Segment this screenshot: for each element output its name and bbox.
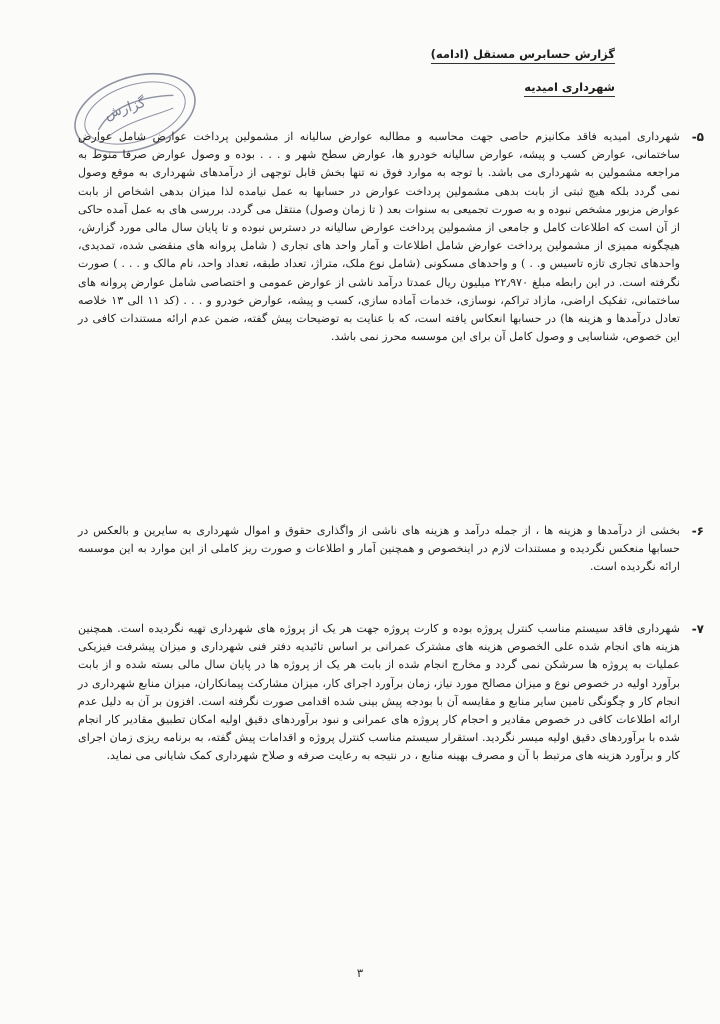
municipality-name: شهرداری امیدیه [255, 79, 615, 98]
paragraph-7 [78, 620, 704, 766]
paragraph-number: ۶- [691, 524, 704, 538]
paragraph-text: بخشی از درآمدها و هزینه ها ، از جمله درآمد و هزینه های ناشی از واگذاری حقوق و اموال شهرداری به سایرین و بالعکس در حسابها منعکس نگردیده و مستندات لازم در اینخصوص و همچنین آمار و اطلاعات و صورت ریز کاملی از این موارد به این موسسه ارائه نگردیده است. [78, 524, 680, 574]
report-header [255, 46, 615, 112]
report-title: گزارش حسابرس مستقل (ادامه) [255, 46, 615, 65]
paragraph-6 [78, 522, 704, 577]
paragraph-5 [78, 128, 704, 346]
page-number: ۳ [356, 966, 364, 980]
paragraph-number: ۵- [691, 130, 704, 144]
paragraph-text: شهرداری امیدیه فاقد مکانیزم حاصی جهت محاسبه و مطالبه عوارض سالیانه از مشمولین پرداخت عوارض شامل عوارض ساختمانی، عوارض کسب و پیشه، عوارض سالیانه خودرو ها، عوارض سطح شهر و . . . بوده و وصول عوارض صرفا منوط به مراجعه مشمولین به شهرداری می باشد. با توجه به موارد فوق نه تنها بخش قابل توجهی از درآمدهای شهرداری به موقع وصول نمی گردد بلکه هیچ ثبتی از بابت بدهی مشمولین پرداخت عوارض در حسابها به عمل نیامده لذا میزان بدهی اشخاص از بابت عوارض مزبور مشخص نبوده و به صورت تجمیعی به سنوات بعد ( تا زمان وصول) منتقل می گردد. بررسی های به عمل آمده حاکی از آن است که اطلاعات کامل و جامعی از مشمولین پرداخت عوارض سالیانه در دسترس نبوده و تا پایان سال مالی مورد گزارش، هیچگونه ممیزی از مشمولین پرداخت عوارض شامل اطلاعات و آمار واحد های تجاری ( شامل پروانه های منقضی شده، تمدیدی، واحدهای تجاری تازه تاسیس و. . ) و واحدهای مسکونی (شامل نوع ملک، متراژ، تعداد طبقه، تعداد واحد، نام مالک و . . . ) صورت نگرفته است. در این رابطه مبلغ ۲۲٫۹۷۰ میلیون ریال عمدتا درآمد ناشی از عوارض عمومی و اختصاصی شامل عوارض پروانه های ساختمانی، تفکیک اراضی، مازاد تراکم، نوسازی، خدمات آماده سازی، کسب و پیشه، عوارض خودرو و . . . (کد ۱۱ الی ۱۳ خلاصه تعادل درآمدها و هزینه ها) در حسابها انعکاس یافته است، که با عنایت به توضیحات پیش گفته، ضمن عدم ارائه مستندات کافی در این خصوص، شناسایی و وصول کامل آن برای این موسسه محرز نمی باشد. [78, 130, 680, 344]
paragraph-number: ۷- [691, 622, 704, 636]
stamp-text: گزارش [102, 94, 148, 123]
paragraph-text: شهرداری فاقد سیستم مناسب کنترل پروژه بوده و کارت پروژه جهت هر یک از پروژه های شهرداری تهیه نگردیده است. همچنین هزینه های انجام شده علی الخصوص هزینه های مشترک عمرانی بر اساس تائیدیه دفتر فنی شهرداری و میزان پیشرفت فیزیکی عملیات به پروژه ها سرشکن نمی گردد و مخارج انجام شده از بابت هر یک از پروژه ها در پایان سال مالی بسته شده و از بابت برآورد اولیه در خصوص نوع و میزان مصالح مورد نیاز، زمان برآورد اجرای کار، میزان مشارکت پیمانکاران، میزان منابع شهرداری در انجام کار و چگونگی تامین سایر منابع و مقایسه آن با بودجه پیش بینی شده اقدامی صورت نگرفته است. افزون بر آن به دلیل عدم ارائه اطلاعات کافی در خصوص مقادیر و احجام کار پروژه های عمرانی و نبود برآوردهای دقیق اولیه امکان تطبیق مقادیر کار انجام شده با برآوردهای دقیق اولیه میسر نگردید. استقرار سیستم مناسب کنترل پروژه و اقدامات پیش گفته، به برنامه ریزی زمان اجرای کار و برآورد هزینه های مرتبط با آن و مصرف بهینه منابع ، در نتیجه به رعایت صرفه و صلاح شهرداری کمک شایانی می نماید. [78, 622, 680, 763]
